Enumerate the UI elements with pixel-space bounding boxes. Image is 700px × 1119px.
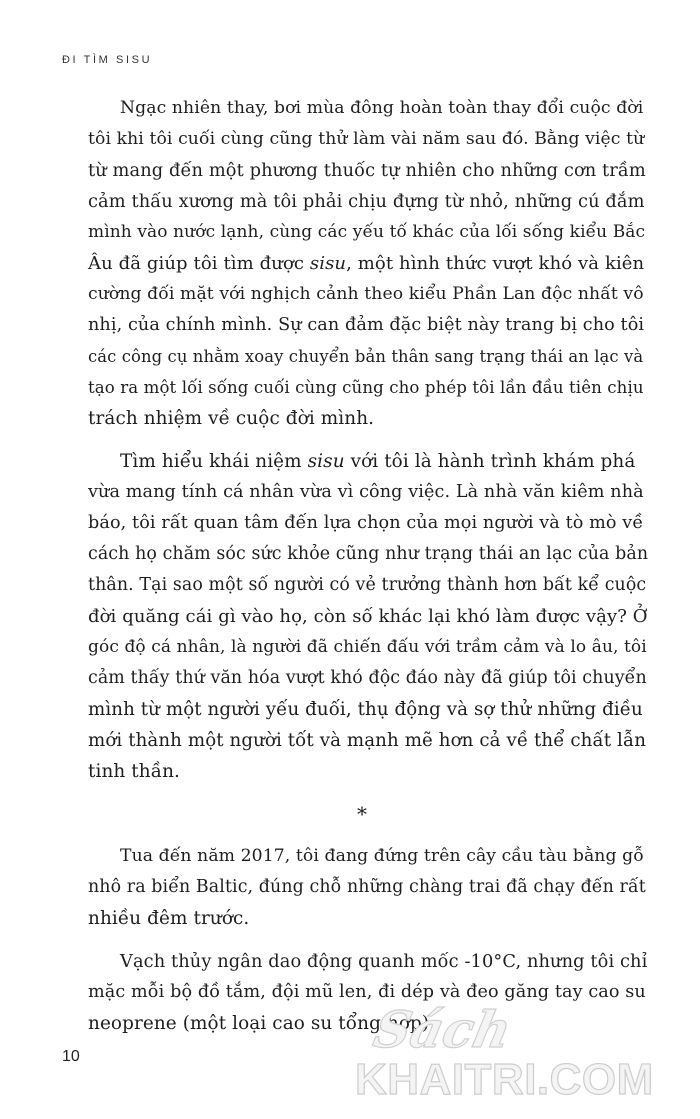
page-number: 10 — [62, 1048, 80, 1065]
text-line — [88, 663, 648, 694]
text-run: từ mang đến một phương thuốc tự nhiên cho những cơn trầm — [88, 160, 646, 181]
text-run: mặc mỗi bộ đồ tắm, đội mũ len, đi dép và đeo găng tay cao su — [88, 982, 646, 1002]
text-run: mình từ một người yếu đuối, thụ động và sợ thử những điều — [88, 699, 643, 720]
paragraph — [88, 446, 648, 787]
text-run: Vạch thủy ngân dao động quanh mốc -10°C, nhưng tôi chỉ — [120, 951, 648, 972]
text-run: các công cụ nhằm xoay chuyển bản thân sang trạng thái an lạc và — [88, 347, 644, 366]
text-line — [88, 186, 648, 217]
text-run: góc độ cá nhân, là người đã chiến đấu với trầm cảm và lo âu, tôi — [88, 637, 647, 657]
text-line — [88, 694, 648, 725]
text-line — [88, 155, 648, 186]
text-run: cảm thấu xương mà tôi phải chịu đựng từ nhỏ, những cú đắm — [88, 191, 645, 212]
watermark-script-text: Sách — [368, 1000, 517, 1059]
text-run: mới thành một người tốt và mạnh mẽ hơn cả về thể chất lẫn — [88, 730, 647, 751]
text-run: báo, tôi rất quan tâm đến lựa chọn của mọi người và tò mò về — [88, 513, 644, 533]
running-head: ĐI TÌM SISU — [62, 54, 153, 66]
paragraph — [88, 93, 648, 434]
italic-term: sisu — [309, 253, 347, 274]
text-line — [88, 403, 648, 434]
section-separator: * — [357, 802, 367, 826]
text-line — [88, 946, 648, 977]
text-run: nhị, của chính mình. Sự can đảm đặc biệt này trang bị cho tôi — [88, 315, 645, 335]
text-line — [88, 217, 648, 248]
text-run: vừa mang tính cá nhân vừa vì công việc. Là nhà văn kiêm nhà — [88, 482, 644, 502]
text-run: nhô ra biển Baltic, đúng chỗ những chàng trai đã chạy đến rất — [88, 877, 646, 897]
text-run: neoprene (một loại cao su tổng hợp). — [88, 1013, 436, 1034]
text-line — [88, 310, 648, 341]
watermark-brand-text: KHAITRI.COM — [355, 1055, 654, 1104]
text-run: Tìm hiểu khái niệm — [120, 451, 308, 472]
text-run: nhiều đêm trước. — [88, 908, 250, 929]
text-run: tôi khi tôi cuối cùng cũng thử làm vài năm sau đó. Bằng việc từ — [88, 129, 645, 149]
italic-term: sisu — [307, 451, 345, 472]
text-run: tinh thần. — [88, 761, 181, 782]
text-line — [88, 841, 648, 872]
text-line — [88, 872, 648, 903]
text-line — [88, 508, 648, 539]
paragraph — [88, 841, 648, 934]
text-run: cảm thấy thứ văn hóa vượt khó độc đáo này đã giúp tôi chuyển — [88, 668, 647, 688]
text-line — [88, 279, 648, 310]
body-text — [88, 93, 648, 1039]
text-run: tạo ra một lối sống cuối cùng cũng cho phép tôi lần đầu tiên chịu — [88, 378, 644, 397]
text-line — [88, 539, 648, 570]
text-run: đời quăng cái gì vào họ, còn số khác lại khó làm được vậy? Ở — [88, 606, 648, 627]
text-line — [88, 93, 648, 124]
text-line — [88, 372, 648, 403]
text-line — [88, 570, 648, 601]
text-line — [88, 446, 648, 477]
text-run: thân. Tại sao một số người có vẻ trưởng thành hơn bất kể cuộc — [88, 575, 647, 595]
text-run: mình vào nước lạnh, cùng các yếu tố khác của lối sống kiểu Bắc — [88, 222, 646, 242]
text-line — [88, 248, 648, 279]
text-run: Tua đến năm 2017, tôi đang đứng trên cây cầu tàu bằng gỗ — [120, 846, 644, 866]
text-line — [88, 632, 648, 663]
text-line — [88, 601, 648, 632]
text-run: trách nhiệm về cuộc đời mình. — [88, 408, 375, 429]
text-line — [88, 756, 648, 787]
text-line — [88, 903, 648, 934]
text-line — [88, 341, 648, 372]
text-run: Âu đã giúp tôi tìm được — [88, 253, 310, 274]
watermark-logo — [355, 1000, 695, 1115]
text-run: cường đối mặt với nghịch cảnh theo kiểu Phần Lan độc nhất vô — [88, 284, 644, 304]
text-line — [88, 477, 648, 508]
text-run: với tôi là hành trình khám phá — [344, 451, 636, 472]
text-run: cách họ chăm sóc sức khỏe cũng như trạng thái an lạc của bản — [88, 544, 649, 564]
text-line — [88, 124, 648, 155]
text-run: Ngạc nhiên thay, bơi mùa đông hoàn toàn thay đổi cuộc đời — [120, 98, 644, 118]
text-run: , một hình thức vượt khó và kiên — [346, 253, 645, 274]
text-line — [88, 725, 648, 756]
